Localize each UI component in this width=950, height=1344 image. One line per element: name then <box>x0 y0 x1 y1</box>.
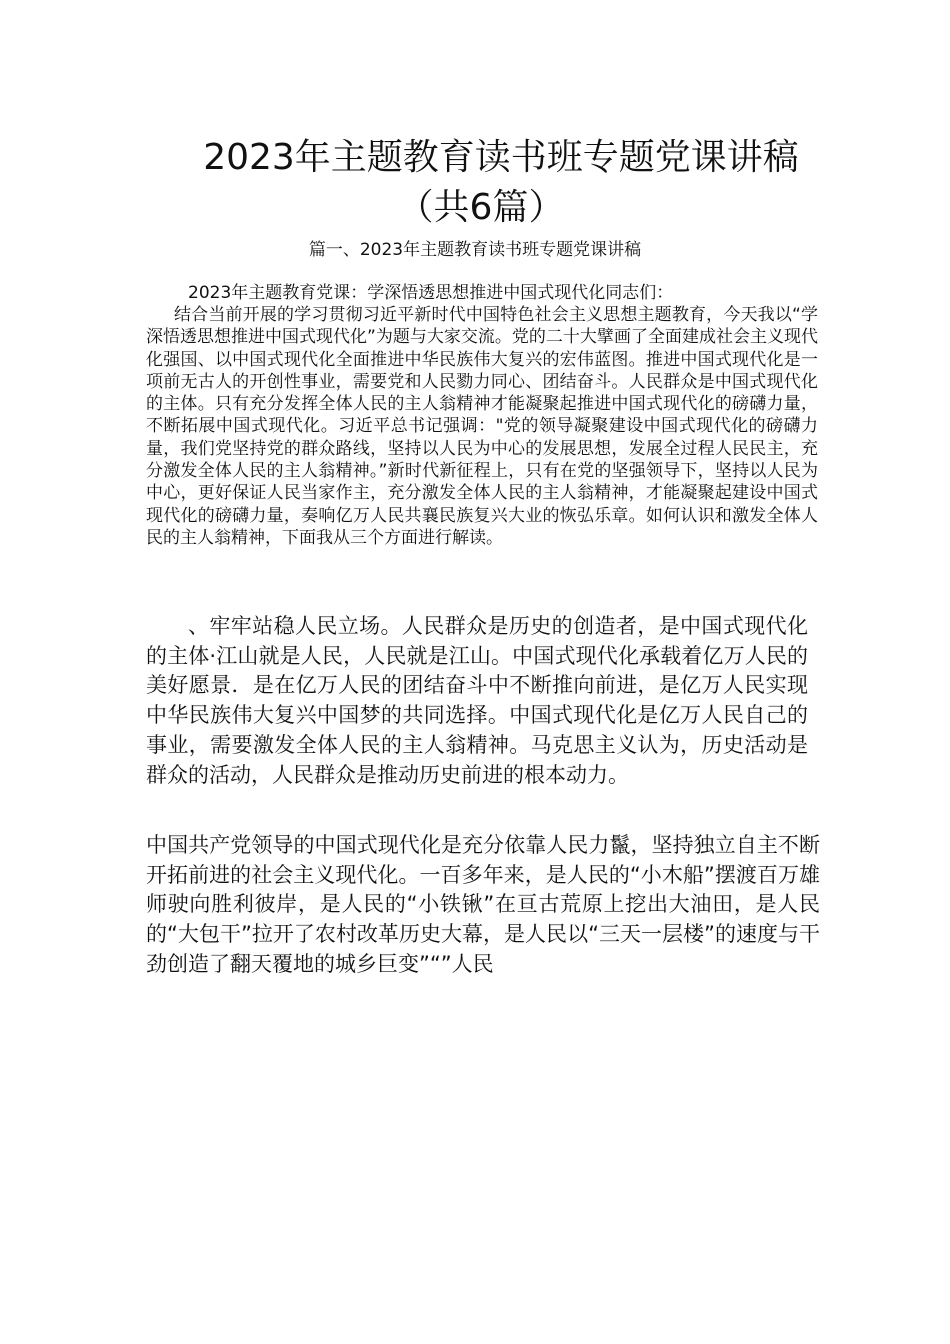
intro-paragraph: 结合当前开展的学习贯彻习近平新时代中国特色社会主义思想主题教育，今天我以“学深悟透思想推进中国式现代化”为题与大家交流。党的二十大擘画了全面建成社会主义现代化强国、以中国式现代化全面推进中华民族伟大复兴的宏伟蓝图。推进中国式现代化是一项前无古人的开创性事业，需要党和人民勠力同心、团结奋斗。人民群众是中国式现代化的主体。只有充分发挥全体人民的主人翁精神才能凝聚起推进中国式现代化的磅礴力量，不断拓展中国式现代化。习近平总书记强调："党的领导凝聚建设中国式现代化的磅礴力量，我们党坚持党的群众路线，坚持以人民为中心的发展思想，发展全过程人民民主，充分激发全体人民的主人翁精神。”新时代新征程上，只有在党的坚强领导下，坚持以人民为中心，更好保证人民当家作主，充分激发全体人民的主人翁精神，才能凝聚起建设中国式现代化的磅礴力量，奏响亿万人民共襄民族复兴大业的恢弘乐章。如何认识和激发全体人民的主人翁精神，下面我从三个方面进行解读。 <box>146 305 818 548</box>
document-title-count: （共6篇） <box>397 187 565 228</box>
chapter-heading: 篇一、2023年主题教育读书班专题党课讲稿 <box>308 240 642 260</box>
salutation-line: 2023年主题教育党课：学深悟透思想推进中国式现代化同志们： <box>188 283 674 303</box>
document-title: 2023年主题教育读书班专题党课讲稿 <box>203 137 799 178</box>
section-one-paragraph: 、牢牢站稳人民立场。人民群众是历史的创造者，是中国式现代化的主体·江山就是人民，人民就是江山。中国式现代化承载着亿万人民的美好愿景．是在亿万人民的团结奋斗中不断推向前进，是亿万人民实现中华民族伟大复兴中国梦的共同选择。中国式现代化是亿万人民自己的事业，需要激发全体人民的主人翁精神。马克思主义认为，历史活动是群众的活动，人民群众是推动历史前进的根本动力。 <box>146 614 808 787</box>
section-one-continuation: 中国共产党领导的中国式现代化是充分依靠人民力鬣，坚持独立自主不断开拓前进的社会主义现代化。一百多年来，是人民的“小木船”摆渡百万雄师驶向胜利彼岸，是人民的“小铁锹”在亘古荒原上挖出大油田，是人民的“大包干”拉开了农村改革历史大幕，是人民以“三天一层楼”的速度与干劲创造了翻天覆地的城乡巨变”“”人民 <box>146 833 820 976</box>
